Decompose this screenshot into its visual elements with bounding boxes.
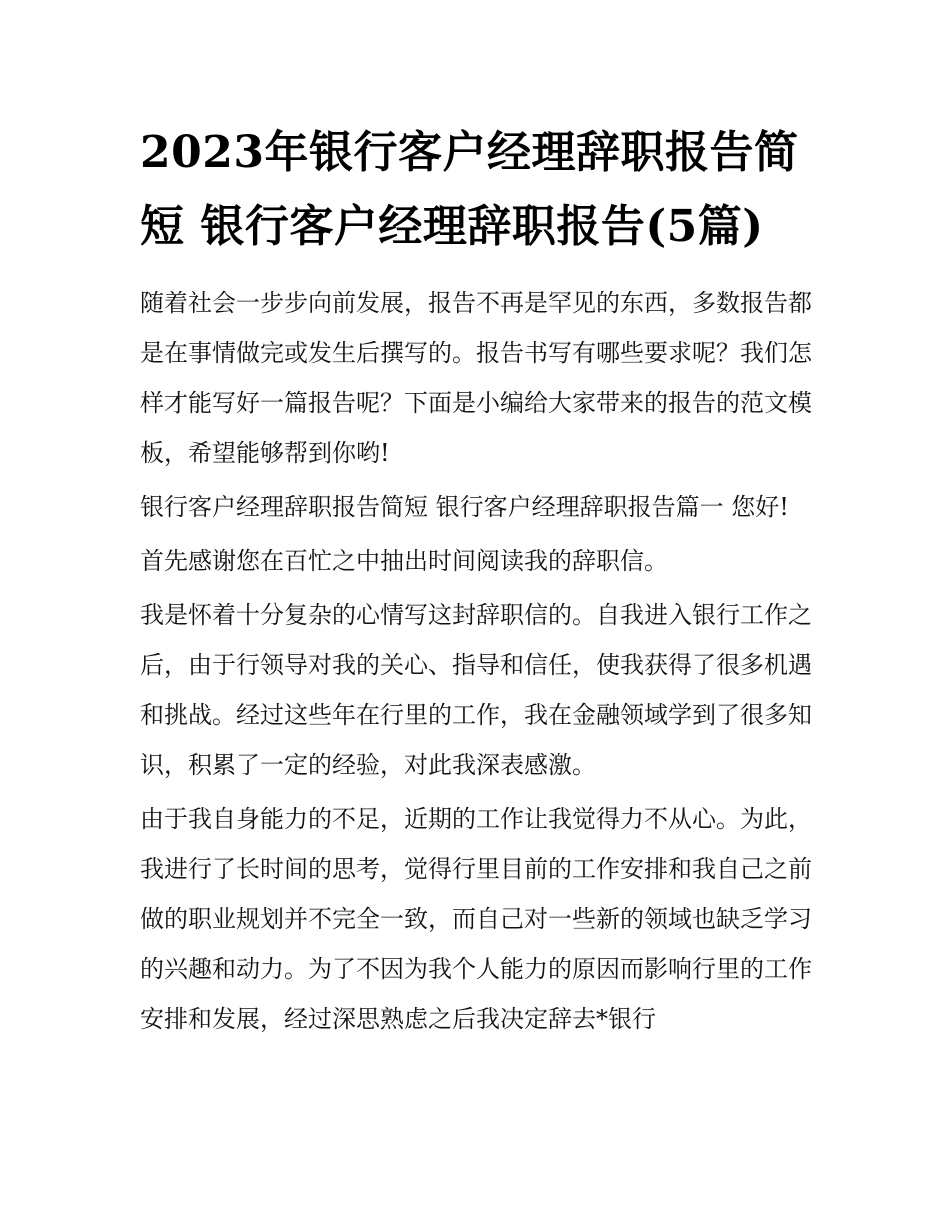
body-paragraph: 由于我自身能力的不足，近期的工作让我觉得力不从心。为此，我进行了长时间的思考，觉得行里目前的工作安排和我自己之前做的职业规划并不完全一致，而自己对一些新的领域也缺乏学习的兴趣和动力。为了不因为我个人能力的原因而影响行里的工作安排和发展，经过深思熟虑之后我决定辞去*银行 xyxy=(140,805,812,1033)
document-title: 2023年银行客户经理辞职报告简短 银行客户经理辞职报告(5篇) xyxy=(140,127,799,252)
body-paragraph: 我是怀着十分复杂的心情写这封辞职信的。自我进入银行工作之后，由于行领导对我的关心、指导和信任，使我获得了很多机遇和挑战。经过这些年在行里的工作，我在金融领域学到了很多知识，积累了一定的经验，对此我深表感激。 xyxy=(140,601,812,779)
intro-paragraph: 随着社会一步步向前发展，报告不再是罕见的东西，多数报告都是在事情做完或发生后撰写的。报告书写有哪些要求呢？我们怎样才能写好一篇报告呢？下面是小编给大家带来的报告的范文模板，希望能够帮到你哟! xyxy=(140,289,812,467)
thanks-paragraph: 首先感谢您在百忙之中抽出时间阅读我的辞职信。 xyxy=(140,547,668,575)
section-heading-paragraph: 银行客户经理辞职报告简短 银行客户经理辞职报告篇一 您好! xyxy=(140,493,789,521)
document-content xyxy=(140,116,812,1048)
